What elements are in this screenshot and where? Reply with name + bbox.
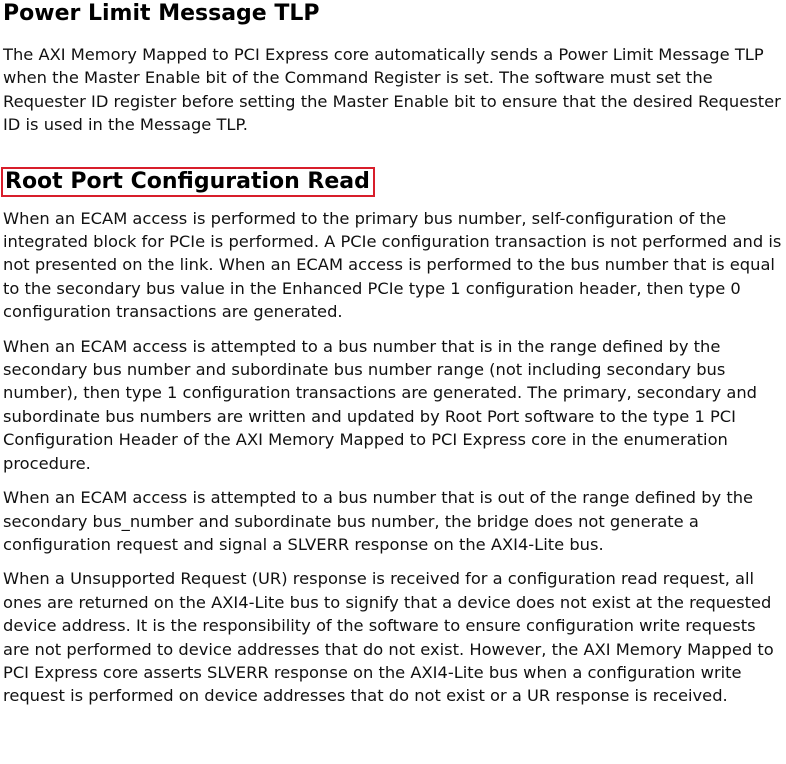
section-heading-root-port-configuration-read: Root Port Configuration Read	[1, 167, 375, 197]
paragraph-ecam-out-of-range: When an ECAM access is attempted to a bus number that is out of the range defined by the secondary bus_number and subordinate bus number, the bridge does not generate a configuration request and signal a SLVERR response on the AXI4-Lite bus.	[3, 488, 754, 554]
document-page	[3, 0, 784, 708]
section-heading-power-limit-message-tlp: Power Limit Message TLP	[3, 1, 320, 26]
paragraph-ecam-range: When an ECAM access is attempted to a bus number that is in the range defined by the secondary bus number and subordinate bus number range (not including secondary bus number), then type 1 configuration transactions are generated. The primary, secondary and subordinate bus numbers are written and updated by Root Port software to the type 1 PCI Configuration Header of the AXI Memory Mapped to PCI Express core in the enumeration procedure.	[3, 336, 757, 473]
paragraph-unsupported-request: When a Unsupported Request (UR) response is received for a configuration read request, all ones are returned on the AXI4-Lite bus to signify that a device does not exist at the requested device address. It is the responsibility of the software to ensure configuration write requests are not performed to device addresses that do not exist. However, the AXI Memory Mapped to PCI Express core asserts SLVERR response on the AXI4-Lite bus when a configuration write request is performed on device addresses that do not exist or a UR response is received.	[3, 569, 774, 706]
paragraph-ecam-primary-bus: When an ECAM access is performed to the primary bus number, self-configuration of the integrated block for PCIe is performed. A PCIe configuration transaction is not performed and is not presented on the link. When an ECAM access is performed to the bus number that is equal to the secondary bus value in the Enhanced PCIe type 1 configuration header, then type 0 configuration transactions are generated.	[3, 208, 782, 322]
paragraph-power-limit: The AXI Memory Mapped to PCI Express core automatically sends a Power Limit Message TLP when the Master Enable bit of the Command Register is set. The software must set the Requester ID register before setting the Master Enable bit to ensure that the desired Requester ID is used in the Message TLP.	[3, 45, 781, 135]
